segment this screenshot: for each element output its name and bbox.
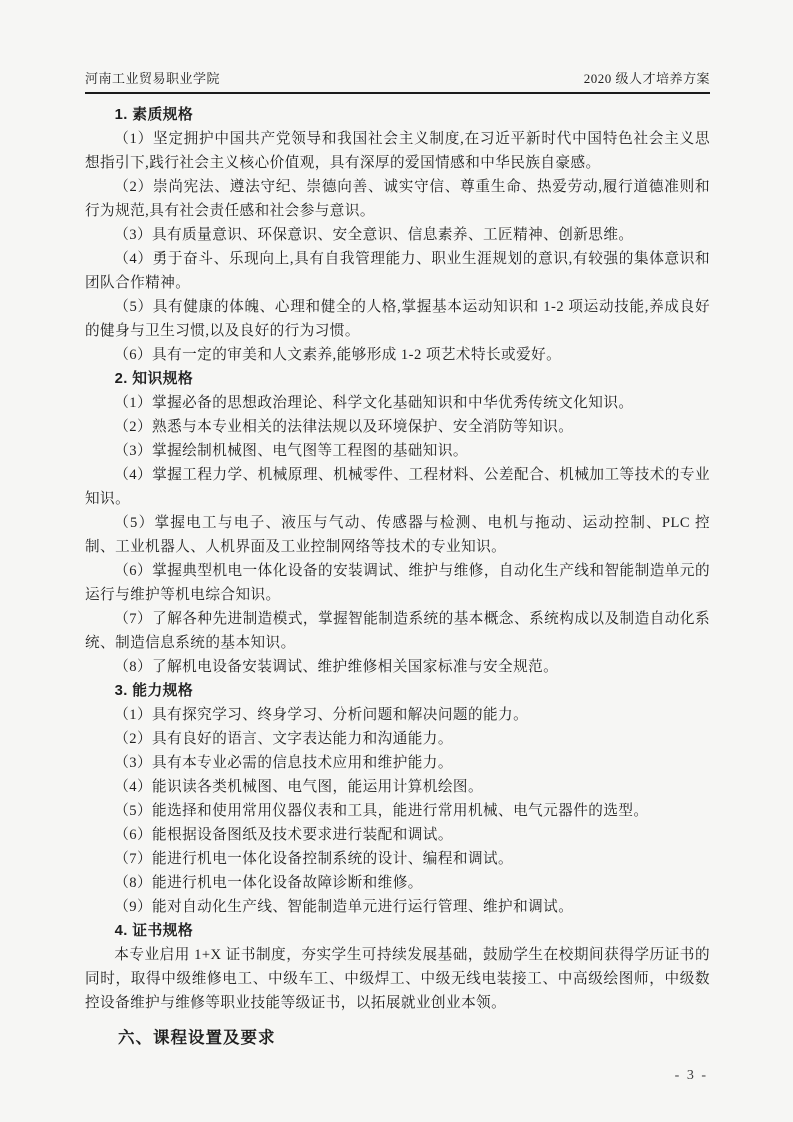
paragraph-quality-3: （3）具有质量意识、环保意识、安全意识、信息素养、工匠精神、创新思维。 (114, 227, 634, 243)
section-heading-ability: 3. 能力规格 (114, 683, 194, 699)
paragraph-quality-1: （1）坚定拥护中国共产党领导和我国社会主义制度,在习近平新时代中国特色社会主义思想指引下,践行社会主义核心价值观，具有深厚的爱国情感和中华民族自豪感。 (85, 131, 710, 171)
paragraph-ability-3: （3）具有本专业必需的信息技术应用和维护能力。 (114, 755, 453, 771)
header-school-name: 河南工业贸易职业学院 (85, 71, 221, 86)
paragraph-knowledge-1: （1）掌握必备的思想政治理论、科学文化基础知识和中华优秀传统文化知识。 (114, 395, 634, 411)
paragraph-knowledge-5: （5）掌握电工与电子、液压与气动、传感器与检测、电机与拖动、运动控制、PLC 控制、工业机器人、人机界面及工业控制网络等技术的专业知识。 (85, 515, 710, 555)
section-heading-quality: 1. 素质规格 (114, 107, 194, 123)
paragraph-quality-5: （5）具有健康的体魄、心理和健全的人格,掌握基本运动知识和 1-2 项运动技能,养成良好的健身与卫生习惯,以及良好的行为习惯。 (85, 299, 710, 339)
header-doc-title: 2020 级人才培养方案 (583, 71, 710, 86)
paragraph-knowledge-8: （8）了解机电设备安装调试、维护维修相关国家标准与安全规范。 (114, 659, 559, 675)
paragraph-ability-4: （4）能识读各类机械图、电气图，能运用计算机绘图。 (114, 779, 483, 795)
paragraph-knowledge-3: （3）掌握绘制机械图、电气图等工程图的基础知识。 (114, 443, 468, 459)
page-number: - 3 - (674, 1068, 708, 1083)
paragraph-ability-2: （2）具有良好的语言、文字表达能力和沟通能力。 (114, 731, 453, 747)
paragraph-quality-6: （6）具有一定的审美和人文素养,能够形成 1-2 项艺术特长或爱好。 (114, 347, 562, 363)
section-heading-knowledge: 2. 知识规格 (114, 371, 194, 387)
paragraph-certificate-1: 本专业启用 1+X 证书制度，夯实学生可持续发展基础，鼓励学生在校期间获得学历证书的同时，取得中级维修电工、中级车工、中级焊工、中级无线电装接工、中高级绘图师，中级数控设备维护与维修等职业技能等级证书，以拓展就业创业本领。 (85, 947, 710, 1011)
paragraph-knowledge-2: （2）熟悉与本专业相关的法律法规以及环境保护、安全消防等知识。 (114, 419, 574, 435)
paragraph-ability-8: （8）能进行机电一体化设备故障诊断和维修。 (114, 875, 423, 891)
page-header (85, 68, 710, 94)
paragraph-knowledge-4: （4）掌握工程力学、机械原理、机械零件、工程材料、公差配合、机械加工等技术的专业知识。 (85, 467, 710, 507)
next-section-heading: 六、课程设置及要求 (118, 1029, 276, 1047)
paragraph-ability-9: （9）能对自动化生产线、智能制造单元进行运行管理、维护和调试。 (114, 899, 574, 915)
paragraph-ability-5: （5）能选择和使用常用仪器仪表和工具，能进行常用机械、电气元器件的选型。 (114, 803, 649, 819)
paragraph-ability-7: （7）能进行机电一体化设备控制系统的设计、编程和调试。 (114, 851, 514, 867)
section-heading-certificate: 4. 证书规格 (114, 923, 194, 939)
paragraph-ability-1: （1）具有探究学习、终身学习、分析问题和解决问题的能力。 (114, 707, 529, 723)
paragraph-ability-6: （6）能根据设备图纸及技术要求进行装配和调试。 (114, 827, 453, 843)
document-body (85, 94, 710, 1088)
paragraph-knowledge-7: （7）了解各种先进制造模式，掌握智能制造系统的基本概念、系统构成以及制造自动化系统、制造信息系统的基本知识。 (85, 611, 710, 651)
paragraph-quality-4: （4）勇于奋斗、乐现向上,具有自我管理能力、职业生涯规划的意识,有较强的集体意识和团队合作精神。 (85, 251, 710, 291)
paragraph-knowledge-6: （6）掌握典型机电一体化设备的安装调试、维护与维修，自动化生产线和智能制造单元的运行与维护等机电综合知识。 (85, 563, 710, 603)
paragraph-quality-2: （2）崇尚宪法、遵法守纪、崇德向善、诚实守信、尊重生命、热爱劳动,履行道德准则和行为规范,具有社会责任感和社会参与意识。 (85, 179, 710, 219)
